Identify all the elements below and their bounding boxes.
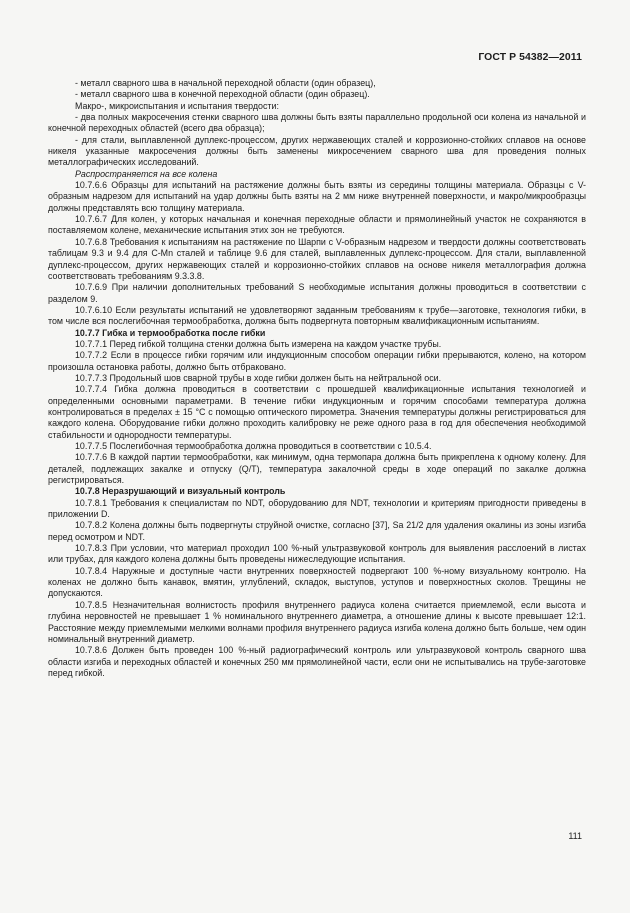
- note-italic: Распространяется на все колена: [75, 168, 218, 179]
- paragraph: Макро-, микроиспытания и испытания твердости:: [75, 100, 279, 111]
- paragraph: 10.7.8.5 Незначительная волнистость профиля внутреннего радиуса колена считается приемлемой, если высота и глубина неровностей не превышает 1 % номинального внутреннего диаметра, а отношение длины к высоте превышает 12:1. Расстояние между приемлемыми мелкими волнами профиля внутреннего радиуса изгиба колена должно быть больше, чем один номинальный внутренний диаметр.: [48, 599, 586, 644]
- paragraph: 10.7.8.4 Наружные и доступные части внутренних поверхностей подвергают 100 %-ному визуальному контролю. На коленах не должно быть канавок, вмятин, углублений, складок, выступов, уступов и поверхностных сколов. Трещины не допускаются.: [48, 565, 586, 599]
- document-body: [48, 78, 586, 679]
- paragraph: 10.7.8.2 Колена должны быть подвергнуты струйной очистке, согласно [37], Sa 21/2 для удаления окалины из зоны изгиба перед осмотром и NDT.: [48, 520, 586, 542]
- paragraph: 10.7.6.8 Требования к испытаниям на растяжение по Шарпи с V-образным надрезом и твердости должны соответствовать таблицам 9.3 и 9.4 для С-Mn сталей и таблице 9.6 для сталей, выплавленных дуплекс-процессом. Для стали, выплавленной дуплекс-процессом, других нержавеющих сталей и коррозионно-стойких сплавов на основе никеля металлография должна соответствовать требованиям 9.3.3.8.: [48, 236, 586, 281]
- paragraph: 10.7.6.7 Для колен, у которых начальная и конечная переходные области и прямолинейный участок не сохраняются в поставляемом колене, механические испытания этих зон не требуются.: [48, 214, 586, 236]
- section-heading: 10.7.8 Неразрушающий и визуальный контроль: [75, 486, 286, 497]
- paragraph: 10.7.6.9 При наличии дополнительных требований S необходимые испытания должны проводиться в соответствии с разделом 9.: [48, 282, 586, 304]
- page-number: 111: [568, 831, 582, 841]
- paragraph: 10.7.7.2 Если в процессе гибки горячим или индукционным способом операции гибки прерываются, колено, на котором произошла остановка работы, должно быть отбраковано.: [48, 350, 586, 372]
- paragraph: 10.7.6.6 Образцы для испытаний на растяжение должны быть взяты из середины толщины материала. Образцы с V-образным надрезом для испытаний на удар должны быть взяты на 2 мм ниже внутренней поверхности, и макро/микрообразцы должны представлять всю толщину материала.: [48, 180, 586, 213]
- paragraph: 10.7.7.3 Продольный шов сварной трубы в ходе гибки должен быть на нейтральной оси.: [75, 372, 442, 383]
- paragraph: - два полных макросечения стенки сварного шва должны быть взяты параллельно продольной оси колена из начальной и конечной переходных областей (всего два образца);: [48, 112, 586, 134]
- section-heading: 10.7.7 Гибка и термообработка после гибки: [75, 327, 266, 338]
- paragraph: 10.7.7.1 Перед гибкой толщина стенки должна быть измерена на каждом участке трубы.: [75, 338, 442, 349]
- paragraph: 10.7.7.4 Гибка должна проводиться в соответствии с прошедшей квалификационные испытания технологией и определенными основными параметрами. В течение гибки индукционным и горячим способами температура должна контролироваться в пределах ± 15 °С с помощью оптического пирометра. Значения температуры должны регистрироваться для каждого колена. Оборудование гибки должно проходить калибровку не реже одного раза в год для обеспечения необходимой стабильности и однородности температуры.: [48, 384, 586, 440]
- standard-header: ГОСТ Р 54382—2011: [478, 52, 582, 63]
- paragraph: 10.7.6.10 Если результаты испытаний не удовлетворяют заданным требованиям к трубе—заготовке, технология гибки, в том числе вся послегибочная термообработка, должна быть подвергнута повторным квалификационным испытаниям.: [48, 304, 586, 327]
- paragraph: - металл сварного шва в начальной переходной области (один образец),: [75, 78, 376, 88]
- paragraph: - металл сварного шва в конечной переходной области (один образец).: [75, 89, 370, 100]
- paragraph: - для стали, выплавленной дуплекс-процессом, других нержавеющих сталей и коррозионно-стойких сплавов на основе никеля указанные макросечения должны быть заменены микросечением сварного шва для проведения полных металлографических исследований.: [48, 134, 586, 168]
- paragraph: 10.7.8.6 Должен быть проведен 100 %-ный радиографический контроль или ультразвуковой контроль сварного шва области изгиба и переходных областей и конечных 250 мм прямолинейной части, если они не испытывались на трубе-заготовке перед гибкой.: [48, 645, 586, 678]
- paragraph: 10.7.7.6 В каждой партии термообработки, как минимум, одна термопара должна быть прикреплена к одному колену. Для деталей, подлежащих закалке и отпуску (Q/T), температура закалочной среды в ходе операций по закалке должна регистрироваться.: [48, 452, 586, 486]
- paragraph: 10.7.7.5 Послегибочная термообработка должна проводиться в соответствии с 10.5.4.: [75, 441, 432, 451]
- paragraph: 10.7.8.3 При условии, что материал проходил 100 %-ный ультразвуковой контроль для выявления расслоений в листах или трубах, для каждого колена должны быть проведены нижеследующие испытания.: [48, 543, 586, 565]
- paragraph: 10.7.8.1 Требования к специалистам по NDT, оборудованию для NDT, технологии и критериям пригодности приведены в приложении D.: [48, 497, 586, 520]
